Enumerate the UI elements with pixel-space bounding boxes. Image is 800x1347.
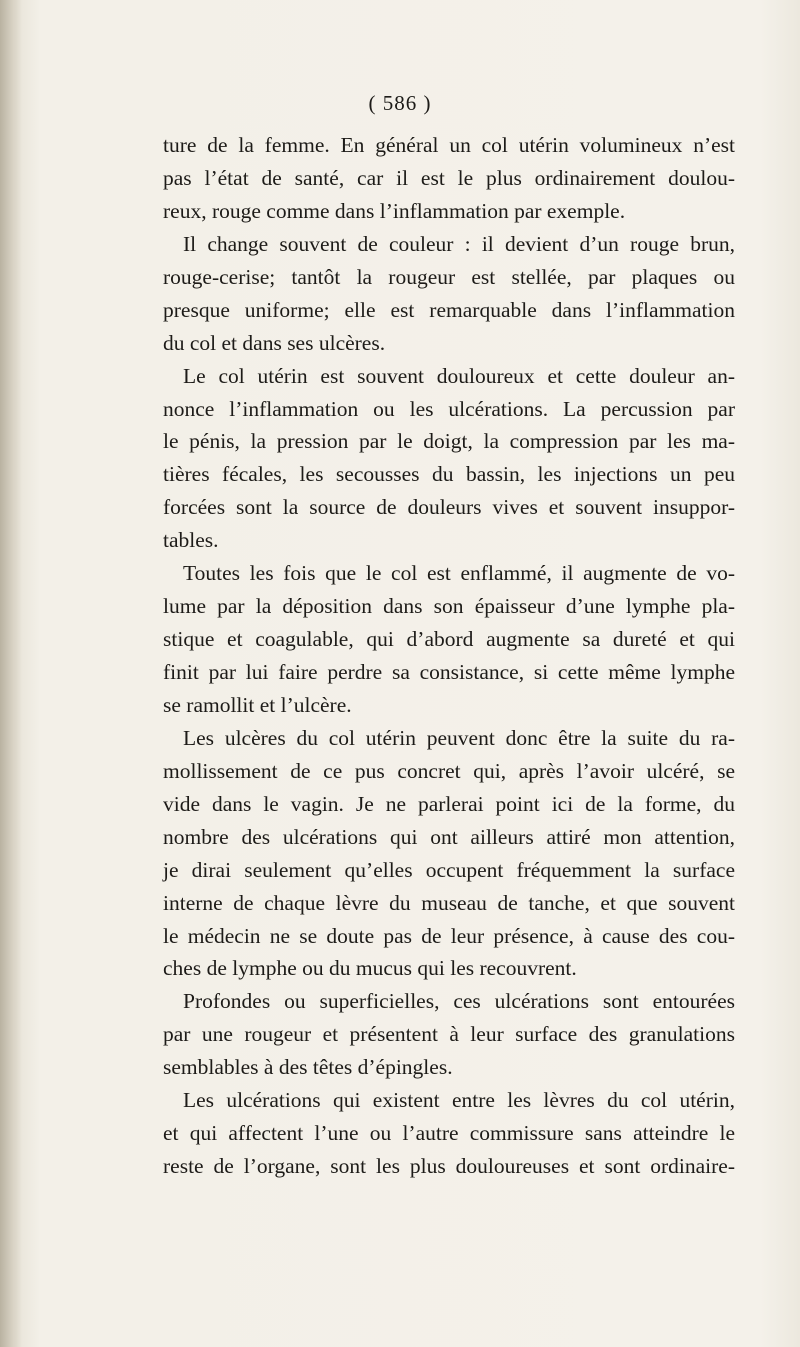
text-line: mollissement de ce pus concret qui, après l’avoir ulcéré, se [163,758,735,783]
text-line: finit par lui faire perdre sa consistance, si cette même lymphe [163,660,735,684]
text-line: nombre des ulcérations qui ont ailleurs attiré mon attention, [163,824,735,849]
text-line: Le col utérin est souvent douloureux et cette douleur an- [183,363,735,388]
text-line: Il change souvent de couleur : il devient d’un rouge brun, [183,231,735,256]
text-line: ture de la femme. En général un col utérin volumineux n’est [163,133,735,157]
text-line: reux, rouge comme dans l’inflammation par exemple. [163,198,626,223]
body-text [163,129,735,1183]
text-line: par une rougeur et présentent à leur surface des granulations [163,1022,735,1047]
text-line: le pénis, la pression par le doigt, la compression par les ma- [163,429,735,454]
text-line: reste de l’organe, sont les plus douloureuses et sont ordinaire- [163,1154,735,1179]
text-line: vide dans le vagin. Je ne parlerai point ici de la forme, du [163,791,735,816]
text-line: du col et dans ses ulcères. [163,330,386,355]
text-line: Toutes les fois que le col est enflammé, il augmente de vo- [183,561,735,586]
text-line: et qui affectent l’une ou l’autre commissure sans atteindre le [163,1121,735,1146]
text-line: semblables à des têtes d’épingles. [163,1055,453,1080]
text-line: je dirai seulement qu’elles occupent fréquemment la surface [163,857,735,882]
text-line: rouge-cerise; tantôt la rougeur est stellée, par plaques ou [163,264,735,289]
text-line: nonce l’inflammation ou les ulcérations. La percussion par [163,396,735,421]
text-line: interne de chaque lèvre du museau de tanche, et que souvent [163,890,735,915]
text-line: lume par la déposition dans son épaisseur d’une lymphe pla- [163,594,735,619]
text-line: presque uniforme; elle est remarquable dans l’inflammation [163,297,735,322]
book-spine-shadow [0,0,22,1347]
text-line: se ramollit et l’ulcère. [163,692,352,717]
text-line: Profondes ou superficielles, ces ulcérations sont entourées [183,989,735,1014]
text-line: ches de lymphe ou du mucus qui les recouvrent. [163,956,577,981]
page-number: ( 586 ) [368,91,432,115]
text-line: pas l’état de santé, car il est le plus ordinairement doulou- [163,165,735,190]
text-line: le médecin ne se doute pas de leur présence, à cause des cou- [163,923,735,948]
text-line: Les ulcérations qui existent entre les lèvres du col utérin, [183,1088,735,1113]
text-line: stique et coagulable, qui d’abord augmente sa dureté et qui [163,627,735,652]
text-line: tables. [163,528,219,553]
text-line: Les ulcères du col utérin peuvent donc être la suite du ra- [183,725,735,750]
text-line: forcées sont la source de douleurs vives et souvent insuppor- [163,495,735,520]
text-line: tières fécales, les secousses du bassin, les injections un peu [163,462,735,487]
